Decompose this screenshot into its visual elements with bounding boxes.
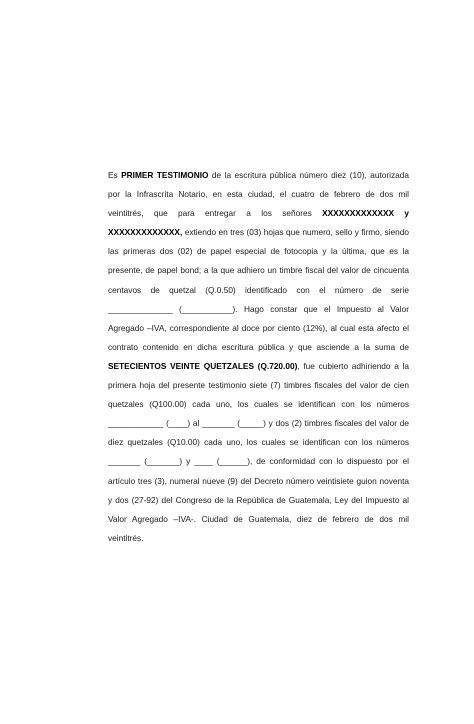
bold-text-primer-testimonio: PRIMER TESTIMONIO bbox=[121, 170, 209, 180]
text-segment: Es bbox=[108, 170, 122, 180]
text-segment: extiendo en tres (03) hojas que numero, sello y firmo, siendo las primeras dos (02) de papel especial de fotocopia y la última, que es la presente, de papel bond; a la que adhiero un timbre fiscal del valor de cincuenta centavos de quetzal (Q.0.50) identificado con el número de serie ______________ (___________). Hago constar que el Impuesto al Valor Agregado –IVA, correspondiente al doce por ciento (12%), al cual esta afecto el contrato contenido en dicha escritura pública y que asciende a la suma de bbox=[108, 227, 409, 352]
bold-text-tax-amount: SETECIENTOS VEINTE QUETZALES (Q.720.00) bbox=[108, 360, 298, 371]
text-segment: , fue cubierto adhiriendo a la primera hoja del presente testimonio siete (7) timbres fiscales del valor de cien quetzales (Q100.00) cada uno, los cuales se identifican con los números ____________ (____) al _______ (_____) y dos (2) timbres fiscales del valor de diez quetzales (Q10.00) cada uno, los cuales se identifican con los números _______ (_______) y ____ (______), de conformidad con lo dispuesto por el artículo tres (3), numeral nueve (9) del Decreto número veintisiete guion noventa y dos (27-92) del Congreso de la República de Guatemala, Ley del Impuesto al Valor Agregado –IVA-. Ciudad de Guatemala, diez de febrero de dos mil veintitrés. bbox=[108, 360, 409, 543]
bold-text-client-names: XXXXXXXXXXXXX y XXXXXXXXXXXXX, bbox=[108, 208, 409, 238]
testimony-paragraph bbox=[108, 166, 409, 548]
text-segment: de la escritura pública número diez (10), autorizada por la Infrascrita Notario, en esta ciudad, el cuatro de febrero de dos mil veintitrés, que para entregar a los señores bbox=[108, 170, 409, 219]
